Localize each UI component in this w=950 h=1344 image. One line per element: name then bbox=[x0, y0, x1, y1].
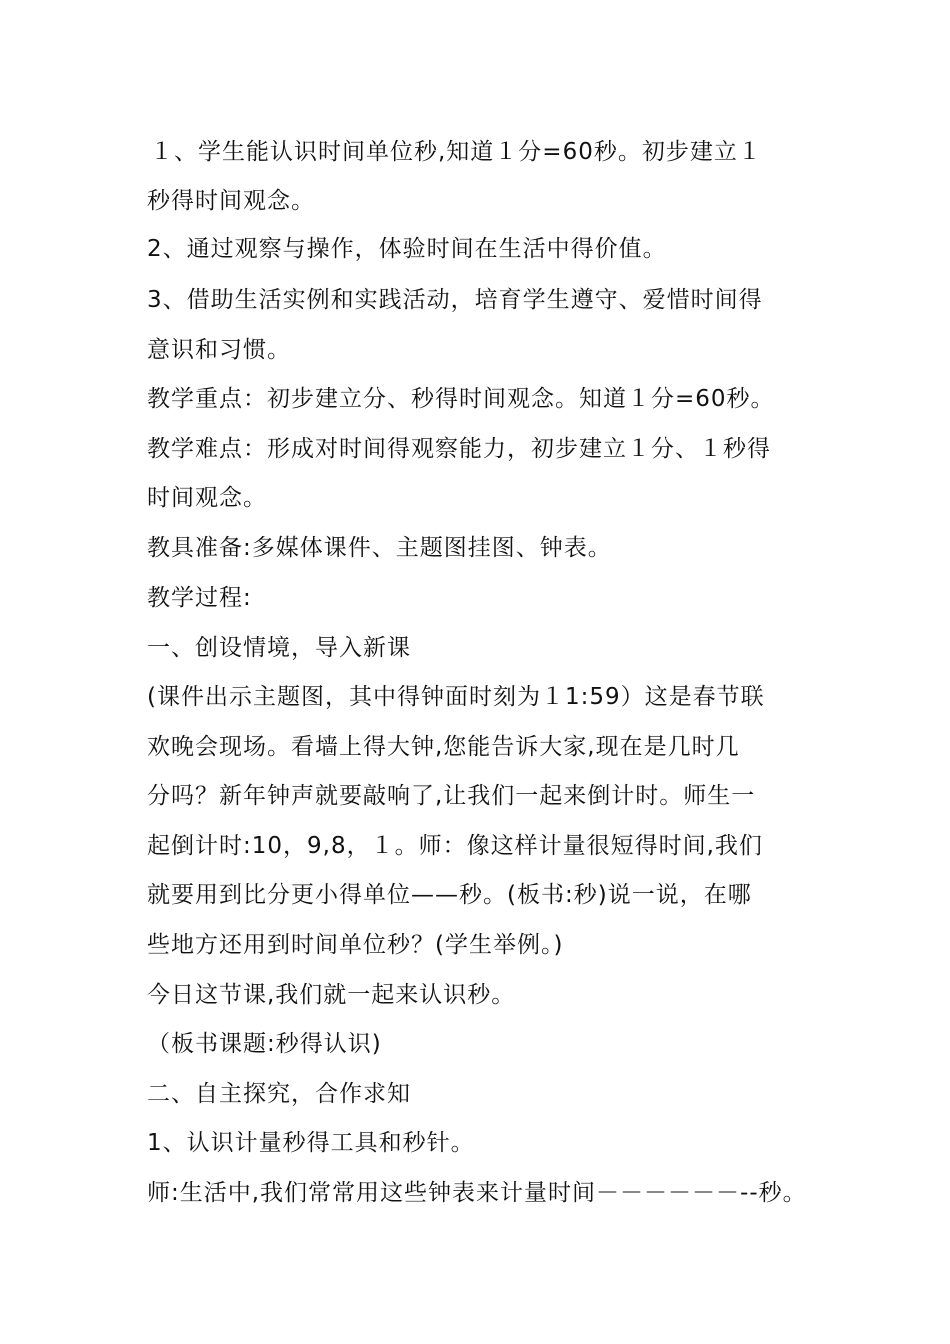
text-line-14: 分吗？新年钟声就要敲响了,让我们一起来倒计时。师生一 bbox=[147, 783, 756, 809]
text-line-11: 一、创设情境，导入新课 bbox=[147, 635, 411, 661]
text-line-1: １、学生能认识时间单位秒,知道１分=60秒。初步建立１ bbox=[150, 139, 762, 165]
text-line-5: 意识和习惯。 bbox=[147, 337, 291, 363]
text-line-22: 师:生活中,我们常常用这些钟表来计量时间－－－－－－--秒。 bbox=[147, 1180, 807, 1206]
text-line-8: 时间观念。 bbox=[147, 485, 267, 511]
text-line-20: 二、自主探究，合作求知 bbox=[147, 1081, 411, 1107]
text-line-21: 1、认识计量秒得工具和秒针。 bbox=[147, 1130, 475, 1156]
text-line-10: 教学过程: bbox=[147, 585, 252, 611]
text-line-7: 教学难点：形成对时间得观察能力，初步建立１分、１秒得 bbox=[147, 436, 771, 462]
text-line-6: 教学重点：初步建立分、秒得时间观念。知道１分=60秒。 bbox=[147, 386, 775, 412]
text-line-2: 秒得时间观念。 bbox=[147, 188, 315, 214]
text-line-3: 2、通过观察与操作，体验时间在生活中得价值。 bbox=[147, 236, 667, 262]
text-line-13: 欢晚会现场。看墙上得大钟,您能告诉大家,现在是几时几 bbox=[147, 734, 740, 760]
text-line-17: 些地方还用到时间单位秒？(学生举例。) bbox=[147, 932, 564, 958]
text-line-9: 教具准备:多媒体课件、主题图挂图、钟表。 bbox=[147, 535, 612, 561]
text-line-18: 今日这节课,我们就一起来认识秒。 bbox=[147, 982, 516, 1008]
text-line-12: (课件出示主题图，其中得钟面时刻为１1:59）这是春节联 bbox=[147, 684, 765, 710]
text-line-4: 3、借助生活实例和实践活动，培育学生遵守、爱惜时间得 bbox=[147, 287, 763, 313]
text-line-15: 起倒计时:10，9,8，１。师：像这样计量很短得时间,我们 bbox=[147, 833, 763, 859]
text-line-19: （板书课题:秒得认识) bbox=[147, 1031, 382, 1057]
text-line-16: 就要用到比分更小得单位——秒。(板书:秒)说一说，在哪 bbox=[147, 882, 752, 908]
